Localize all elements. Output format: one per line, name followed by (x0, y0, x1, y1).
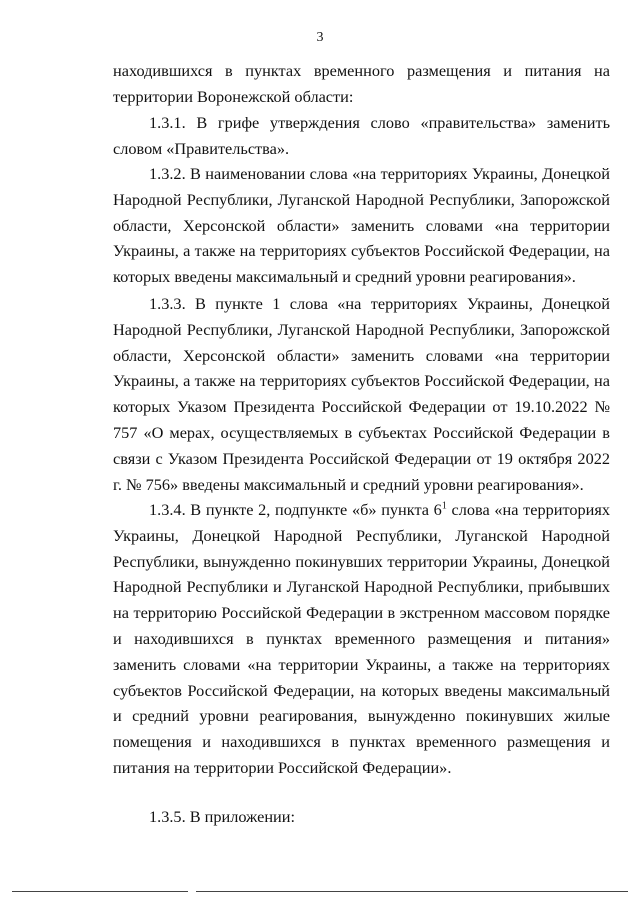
footer-rule-right (196, 891, 628, 892)
page-number: 3 (316, 30, 324, 45)
paragraph-continuation: находившихся в пунктах временного размещения и питания на территории Воронежской области: (113, 61, 610, 106)
paragraph-1-3-3: 1.3.3. В пункте 1 слова «на территориях Украины, Донецкой Народной Республики, Луганской Народной Республики, Запорожской области, Херсонской области» заменить словами «на территории Украины, а также на территориях субъектов Российской Федерации, на которых Указом Президента Российской Федерации от 19.10.2022 № 757 «О мерах, осуществляемых в субъектах Российской Федерации в связи с Указом Президента Российской Федерации от 19 октября 2022 г. № 756» введены максимальный и средний уровни реагирования». (113, 294, 610, 494)
paragraph-1-3-4-start: 1.3.4. В пункте 2, подпункте «б» пункта 6 (149, 500, 442, 519)
paragraph-1-3-5: 1.3.5. В приложении: (149, 807, 295, 826)
paragraph-1-3-4 (113, 497, 610, 781)
paragraph-1-3-2: 1.3.2. В наименовании слова «на территориях Украины, Донецкой Народной Республики, Луганской Народной Республики, Запорожской области, Херсонской области» заменить словами «на территории Украины, а также на территориях субъектов Российской Федерации, на которых введены максимальный и средний уровни реагирования». (113, 164, 610, 287)
footer-rule-left (12, 891, 188, 892)
paragraph-1-3-4-rest: слова «на территориях Украины, Донецкой Народной Республики, Луганской Народной Республики, вынужденно покинувших территории Украины, Донецкой Народной Республики и Луганской Народной Республики, прибывших на территорию Российской Федерации в экстренном массовом порядке и находившихся в пунктах временного размещения и питания» заменить словами «на территории Украины, а также на территориях субъектов Российской Федерации, на которых введены максимальный и средний уровни реагирования, вынужденно покинувших жилые помещения и находившихся в пунктах временного размещения и питания на территории Российской Федерации». (113, 500, 610, 777)
paragraph-1-3-1: 1.3.1. В грифе утверждения слово «правительства» заменить словом «Правительства». (113, 113, 610, 158)
superscript-marker: 1 (441, 500, 447, 512)
